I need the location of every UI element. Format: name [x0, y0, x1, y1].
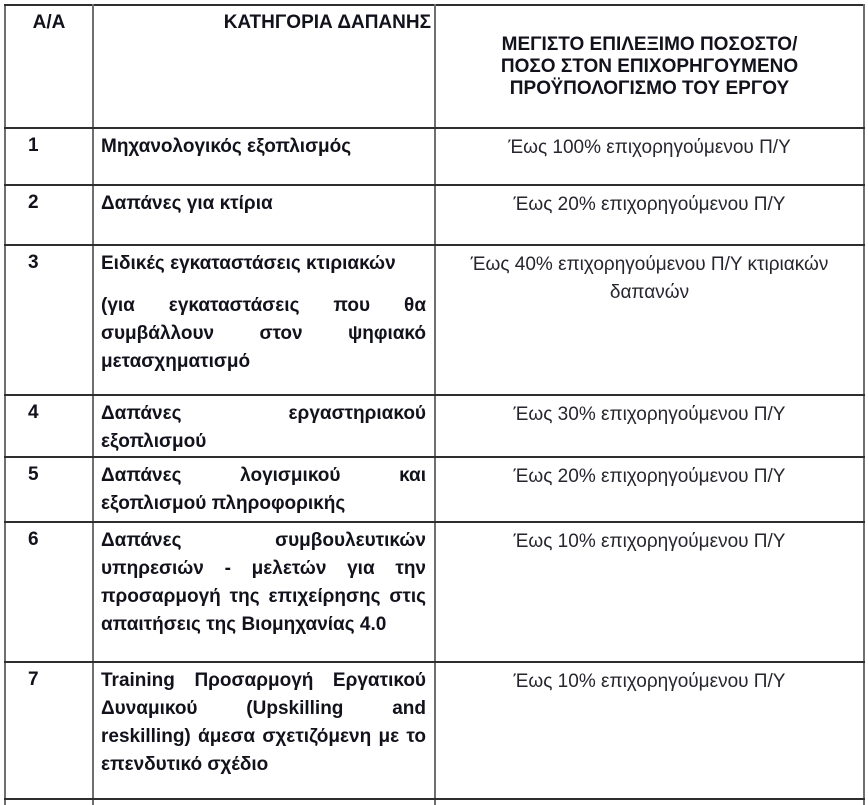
table-row [5, 128, 864, 185]
category-cell [93, 662, 435, 799]
header-aa: Α/Α [5, 5, 93, 128]
row-number-cell: 1 [5, 128, 93, 185]
max-eligible-cell: Έως 10% επιχορηγούμενου Π/Υ [435, 662, 864, 799]
max-eligible-cell: Έως 40% επιχορηγούμενου Π/Υ κτιριακών δαπανών [435, 245, 864, 395]
category-text: Δαπάνες συμβουλευτικών υπηρεσιών - μελετών για την προσαρμογή της επιχείρησης στις απαιτήσεις της Βιομηχανίας 4.0 [101, 530, 426, 635]
max-eligible-cell: Έως 100% επιχορηγούμενου Π/Υ [435, 128, 864, 185]
table-row [5, 457, 864, 522]
row-number-cell: 3 [5, 245, 93, 395]
row-number-cell [5, 799, 93, 805]
category-text: Δαπάνες λογισμικού και εξοπλισμού πληροφορικής [101, 465, 426, 514]
category-text: Ειδικές εγκαταστάσεις κτιριακών [101, 253, 396, 274]
row-number-cell: 6 [5, 522, 93, 662]
category-cell [93, 799, 435, 805]
category-cell [93, 522, 435, 662]
table-row [5, 522, 864, 662]
category-cell [93, 128, 435, 185]
table-row [5, 245, 864, 395]
header-max-eligible [435, 5, 864, 128]
category-text: Δαπάνες για κτίρια [101, 193, 273, 214]
table-row [5, 662, 864, 799]
row-number-cell: 4 [5, 395, 93, 457]
category-cell [93, 185, 435, 245]
max-eligible-cell: Έως 30% επιχορηγούμενου Π/Υ [435, 395, 864, 457]
table-row-clipped [5, 799, 864, 805]
category-text: Μηχανολογικός εξοπλισμός [101, 136, 352, 157]
table-row [5, 185, 864, 245]
max-eligible-cell [435, 799, 864, 805]
row-number-cell: 7 [5, 662, 93, 799]
header-row [5, 5, 864, 128]
category-cell [93, 395, 435, 457]
table-row [5, 395, 864, 457]
expense-category-table [4, 4, 865, 805]
max-eligible-cell: Έως 20% επιχορηγούμενου Π/Υ [435, 185, 864, 245]
row-number-cell: 5 [5, 457, 93, 522]
category-cell [93, 457, 435, 522]
row-number-cell: 2 [5, 185, 93, 245]
category-text: Δαπάνες εργαστηριακού εξοπλισμού [101, 403, 426, 452]
category-cell [93, 245, 435, 395]
max-eligible-cell: Έως 20% επιχορηγούμενου Π/Υ [435, 457, 864, 522]
max-eligible-cell: Έως 10% επιχορηγούμενου Π/Υ [435, 522, 864, 662]
header-category: ΚΑΤΗΓΟΡΙΑ ΔΑΠΑΝΗΣ [93, 5, 435, 128]
header-max-eligible-text: ΜΕΓΙΣΤΟ ΕΠΙΛΕΞΙΜΟ ΠΟΣΟΣΤΟ/ΠΟΣΟ ΣΤΟΝ ΕΠΙΧΟΡΗΓΟΥΜΕΝΟ ΠΡΟΫΠΟΛΟΓΙΣΜΟ ΤΟΥ ΕΡΓΟΥ [500, 33, 799, 99]
category-note: (για εγκαταστάσεις που θα συμβάλλουν στον ψηφιακό μετασχηματισμό [101, 295, 426, 372]
category-text: Training Προσαρμογή Εργατικού Δυναμικού (Upskilling and reskilling) άμεσα σχετιζόμενη με το επενδυτικό σχέδιο [101, 670, 426, 775]
